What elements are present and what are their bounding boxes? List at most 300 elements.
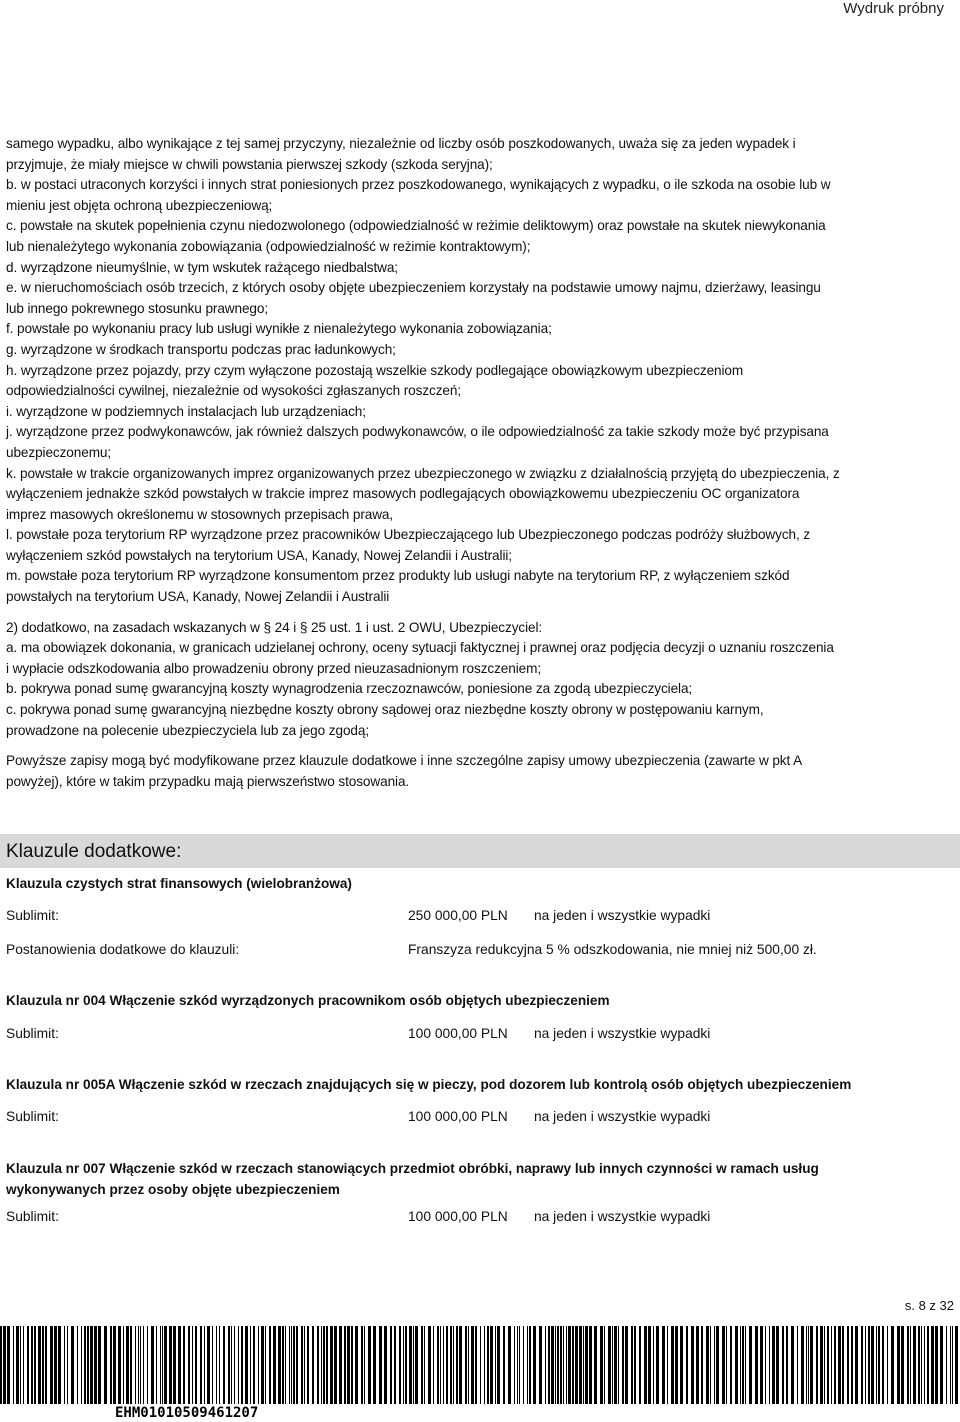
page-number: s. 8 z 32: [904, 1298, 954, 1313]
clause-title-continued: wykonywanych przez osoby objęte ubezpieczeniem: [6, 1182, 340, 1197]
clause-title: Klauzula czystych strat finansowych (wielobranżowa): [6, 876, 352, 891]
barcode-bar: [634, 1326, 636, 1404]
barcode-bar: [138, 1326, 139, 1404]
barcode-bar: [143, 1326, 144, 1404]
barcode-bar: [443, 1326, 444, 1404]
barcode-bar: [188, 1326, 190, 1404]
barcode-bar: [20, 1326, 21, 1404]
section-title: Klauzule dodatkowe:: [6, 841, 182, 862]
barcode-bar: [517, 1326, 518, 1404]
sublimit-amount: 100 000,00 PLN: [408, 1026, 508, 1041]
barcode-bar: [519, 1326, 520, 1404]
barcode-bar: [662, 1326, 665, 1404]
body-line: Powyższe zapisy mogą być modyfikowane przez klauzule dodatkowe i inne szczególne zapisy umowy ubezpieczenia (zawarte w pkt A: [6, 753, 803, 769]
body-line: i wypłacie odszkodowania albo prowadzeniu obrony przed nieuzasadnionym roszczeniem;: [6, 660, 541, 676]
barcode-bar: [234, 1326, 235, 1404]
body-line: f. powstałe po wykonaniu pracy lub usługi wynikłe z nienależytego wykonania zobowiązania;: [6, 321, 552, 337]
barcode-bar: [913, 1326, 916, 1404]
body-line: odpowiedzialności cywilnej, niezależnie od wysokości zgłaszanych roszczeń;: [6, 383, 462, 399]
barcode-bar: [639, 1326, 641, 1404]
barcode-bar: [355, 1326, 358, 1404]
body-line: powyżej), które w takim przypadku mają pierwszeństwo stosowania.: [6, 773, 410, 789]
barcode-bar: [339, 1326, 342, 1404]
body-line: h. wyrządzone przez pojazdy, przy czym wyłączone pozostają wszelkie szkody podlegające obowiązkowym ubezpieczeniom: [6, 362, 744, 378]
body-line: samego wypadku, albo wynikające z tej samej przyczyny, niezależnie od liczby osób poszkodowanych, uważa się za jeden wypadek i: [6, 136, 796, 151]
clause-title: Klauzula nr 005A Włączenie szkód w rzeczach znajdujących się w pieczy, pod dozorem lub kontrolą osób objętych ubezpieczeniem: [6, 1077, 852, 1092]
barcode-bar: [394, 1326, 396, 1404]
body-line: lub innego pokrewnego stosunku prawnego;: [6, 300, 269, 316]
barcode-bar: [924, 1326, 925, 1404]
barcode-bar: [118, 1326, 121, 1404]
barcode-bar: [871, 1326, 874, 1404]
body-line: m. powstałe poza terytorium RP wyrządzone konsumentom przez produkty lub usługi nabyte na terytorium RP, z wyłączeniem szkód: [6, 568, 790, 584]
barcode-bar: [876, 1326, 877, 1404]
barcode-bar: [84, 1326, 86, 1404]
barcode-bar: [437, 1326, 439, 1404]
barcode-bar: [361, 1326, 363, 1404]
barcode-bar: [216, 1326, 217, 1404]
barcode-bar: [98, 1326, 101, 1404]
barcode-bar: [907, 1326, 909, 1404]
barcode-bar: [13, 1326, 14, 1404]
barcode-bar: [786, 1326, 788, 1404]
barcode-bar: [827, 1326, 829, 1404]
barcode-bar: [151, 1326, 154, 1404]
barcode-bar: [675, 1326, 678, 1404]
barcode-bar: [269, 1326, 271, 1404]
barcode-bar: [865, 1326, 866, 1404]
barcode-bar: [583, 1326, 584, 1404]
print-watermark: Wydruk próbny: [843, 0, 944, 17]
barcode-bar: [23, 1326, 24, 1404]
barcode-bar: [379, 1326, 382, 1404]
barcode-bar: [278, 1326, 281, 1404]
barcode-bar: [446, 1326, 448, 1404]
sublimit-scope: na jeden i wszystkie wypadki: [534, 908, 711, 923]
barcode-number: EHM01010509461207: [115, 1405, 259, 1421]
barcode-bar: [600, 1326, 603, 1404]
barcode-bar: [740, 1326, 741, 1404]
barcode-bar: [42, 1326, 44, 1404]
barcode-bar: [147, 1326, 148, 1404]
barcode-bar: [304, 1326, 305, 1404]
barcode-bar: [484, 1326, 485, 1404]
barcode-bar: [403, 1326, 404, 1404]
barcode-bar: [307, 1326, 309, 1404]
extra-provisions-label: Postanowienia dodatkowe do klauzuli:: [6, 942, 240, 957]
barcode-bar: [126, 1326, 129, 1404]
barcode-bar: [465, 1326, 467, 1404]
body-line: 2) dodatkowo, na zasadach wskazanych w § 24 i § 25 ust. 1 i ust. 2 OWU, Ubezpieczyciel:: [6, 619, 543, 635]
barcode-bar: [878, 1326, 880, 1404]
barcode-bar: [207, 1326, 210, 1404]
barcode-bar: [282, 1326, 284, 1404]
barcode-bar: [820, 1326, 823, 1404]
paragraph-gap: [6, 608, 956, 618]
barcode-bar: [575, 1326, 578, 1404]
barcode-bar: [160, 1326, 161, 1404]
barcode-bar: [285, 1326, 286, 1404]
barcode-bar: [523, 1326, 524, 1404]
body-line: lub nienależytego wykonania zobowiązania (odpowiedzialność w reżimie kontraktowym);: [6, 238, 531, 254]
barcode-bar: [45, 1326, 47, 1404]
barcode-bar: [791, 1326, 794, 1404]
barcode-bar: [64, 1326, 65, 1404]
barcode-bar: [291, 1326, 292, 1404]
barcode-bar: [918, 1326, 920, 1404]
barcode-bar: [851, 1326, 853, 1404]
body-line: i. wyrządzone w podziemnych instalacjach lub urządzeniach;: [6, 403, 366, 419]
barcode-bar: [527, 1326, 528, 1404]
barcode-bar: [50, 1326, 53, 1404]
barcode-bar: [156, 1326, 157, 1404]
sublimit-amount: 100 000,00 PLN: [408, 1209, 508, 1224]
sublimit-label: Sublimit:: [6, 1026, 59, 1041]
barcode-bar: [861, 1326, 863, 1404]
barcode-bar: [169, 1326, 172, 1404]
barcode-bar: [503, 1326, 505, 1404]
barcode-bar: [421, 1326, 423, 1404]
barcode-bar: [838, 1326, 841, 1404]
barcode-bar: [887, 1326, 888, 1404]
barcode-bar: [468, 1326, 469, 1404]
barcode-bar: [935, 1326, 938, 1404]
barcode-bar: [173, 1326, 176, 1404]
barcode-bar: [261, 1326, 264, 1404]
barcode-bar: [566, 1326, 567, 1404]
barcode-bar: [782, 1326, 784, 1404]
barcode-bar: [390, 1326, 392, 1404]
barcode-bar: [714, 1326, 715, 1404]
barcode-bar: [321, 1326, 322, 1404]
barcode-bar: [831, 1326, 832, 1404]
body-line: ubezpieczonemu;: [6, 444, 112, 460]
barcode-bar: [842, 1326, 844, 1404]
barcode-bar: [656, 1326, 659, 1404]
barcode-bar: [330, 1326, 333, 1404]
barcode-bar: [424, 1326, 425, 1404]
barcode-bar: [192, 1326, 193, 1404]
barcode-bar: [625, 1326, 628, 1404]
sublimit-amount: 250 000,00 PLN: [408, 908, 508, 923]
barcode-bar: [551, 1326, 554, 1404]
body-line: prowadzone na polecenie ubezpieczyciela lub za jego zgodą;: [6, 722, 369, 738]
sublimit-label: Sublimit:: [6, 1109, 59, 1124]
barcode-bar: [164, 1326, 167, 1404]
barcode-bar: [490, 1326, 493, 1404]
barcode-bar: [686, 1326, 688, 1404]
barcode-bar: [238, 1326, 239, 1404]
barcode-bar: [38, 1326, 41, 1404]
barcode-bar: [760, 1326, 763, 1404]
barcode-bar: [701, 1326, 703, 1404]
barcode-bar: [0, 1326, 2, 1404]
barcode-bar: [608, 1326, 611, 1404]
barcode-bar: [604, 1326, 605, 1404]
barcode-bar: [539, 1326, 542, 1404]
barcode-bar: [409, 1326, 412, 1404]
barcode-bar: [560, 1326, 562, 1404]
barcode-bar: [428, 1326, 431, 1404]
barcode-bar: [34, 1326, 36, 1404]
barcode-bar: [568, 1326, 571, 1404]
barcode-bar: [27, 1326, 29, 1404]
barcode-bar: [135, 1326, 136, 1404]
barcode-bar: [910, 1326, 911, 1404]
barcode-bar: [622, 1326, 624, 1404]
barcode-bar: [901, 1326, 904, 1404]
barcode-bar: [557, 1326, 559, 1404]
body-line: wyłączeniem jednakże szkód powstałych w trakcie imprez masowych podlegających obowiązkowemu ubezpieczeniu OC organizatora: [6, 486, 800, 502]
barcode-bar: [200, 1326, 202, 1404]
barcode-bar: [806, 1326, 807, 1404]
body-line: e. w nieruchomościach osób trzecich, z których osoby objęte ubezpieczeniem korzystały na podstawie umowy najmu, dzierżawy, leasingu: [6, 280, 821, 296]
barcode-bar: [219, 1326, 220, 1404]
barcode-bar: [241, 1326, 243, 1404]
barcode-bar: [212, 1326, 213, 1404]
barcode-bar: [323, 1326, 325, 1404]
barcode-bar: [16, 1326, 19, 1404]
barcode-bar: [77, 1326, 78, 1404]
barcode-bar: [223, 1326, 225, 1404]
barcode-bar: [834, 1326, 836, 1404]
body-line: j. wyrządzone przez podwykonawców, jak również dalszych podwykonawców, o ile odpowiedzialność za takie szkody może być przypisana: [6, 424, 829, 440]
barcode-bar: [228, 1326, 230, 1404]
sublimit-label: Sublimit:: [6, 1209, 59, 1224]
barcode-bar: [921, 1326, 922, 1404]
barcode-bar: [495, 1326, 496, 1404]
barcode-bar: [667, 1326, 668, 1404]
barcode-bar: [745, 1326, 746, 1404]
barcode-bar: [289, 1326, 290, 1404]
barcode-bar: [706, 1326, 709, 1404]
barcode-bar: [514, 1326, 515, 1404]
barcode-bar: [81, 1326, 82, 1404]
barcode-bar: [453, 1326, 454, 1404]
section-header: [0, 834, 960, 868]
extra-provisions-value: Franszyza redukcyjna 5 % odszkodowania, nie mniej niż 500,00 zł.: [408, 942, 817, 957]
barcode-bar: [351, 1326, 353, 1404]
sublimit-amount: 100 000,00 PLN: [408, 1109, 508, 1124]
barcode-bar: [258, 1326, 259, 1404]
barcode-bar: [487, 1326, 489, 1404]
barcode-bar: [631, 1326, 633, 1404]
barcode-bar: [413, 1326, 414, 1404]
barcode-bar: [265, 1326, 266, 1404]
barcode-bar: [334, 1326, 337, 1404]
barcode-bar: [594, 1326, 597, 1404]
body-line: b. w postaci utraconych korzyści i innych strat poniesionych przez poszkodowanego, wynikających z wypadku, o ile szkoda na osobie lub w: [6, 177, 831, 193]
barcode-bar: [940, 1326, 943, 1404]
barcode-bar: [140, 1326, 141, 1404]
barcode-bar: [730, 1326, 732, 1404]
body-line: k. powstałe w trakcie organizowanych imprez organizowanych przez ubezpieczonego w związku z działalnością przyjętą do ubezpieczenia, z: [6, 465, 840, 481]
barcode-bar: [710, 1326, 711, 1404]
barcode-bar: [130, 1326, 132, 1404]
barcode-bar: [735, 1326, 738, 1404]
body-line: d. wyrządzone nieumyślnie, w tym wskutek rażącego niedbalstwa;: [6, 259, 398, 275]
barcode-bar: [722, 1326, 725, 1404]
barcode-bar: [245, 1326, 248, 1404]
body-line: imprez masowych określonemu w stosownych przepisach prawa,: [6, 506, 394, 522]
barcode-bar: [253, 1326, 255, 1404]
barcode-bar: [94, 1326, 97, 1404]
sublimit-value: [408, 1208, 710, 1226]
barcode-bar: [868, 1326, 870, 1404]
body-line: wyłączeniem szkód powstałych na terytorium USA, Kanady, Nowej Zelandii i Australii;: [6, 547, 512, 563]
barcode-bar: [415, 1326, 418, 1404]
barcode-bar: [555, 1326, 556, 1404]
barcode-bar: [529, 1326, 531, 1404]
barcode-bar: [104, 1326, 107, 1404]
body-line: g. wyrządzone w środkach transportu podczas prac ładunkowych;: [6, 341, 396, 357]
barcode-bar: [585, 1326, 588, 1404]
barcode-bar: [480, 1326, 481, 1404]
body-line: b. pokrywa ponad sumę gwarancyjną koszty wynagrodzenia rzeczoznawców, poniesione za zgodą ubezpieczyciela;: [6, 681, 693, 697]
barcode-bar: [952, 1326, 953, 1404]
barcode-bar: [450, 1326, 452, 1404]
sublimit-scope: na jeden i wszystkie wypadki: [534, 1109, 711, 1124]
barcode-bar: [293, 1326, 295, 1404]
body-line: c. pokrywa ponad sumę gwarancyjną niezbędne koszty obrony sądowej oraz niezbędne koszty obrony w postępowaniu karnym,: [6, 702, 764, 718]
barcode-bar: [855, 1326, 858, 1404]
barcode-bar: [113, 1326, 116, 1404]
barcode-bar: [326, 1326, 328, 1404]
barcode-bar: [696, 1326, 699, 1404]
barcode-bar: [671, 1326, 674, 1404]
barcode-bar: [614, 1326, 617, 1404]
barcode-bar: [90, 1326, 93, 1404]
body-line: l. powstałe poza terytorium RP wyrządzone przez pracowników Ubezpieczającego lub Ubezpieczonego podczas podróży służbowych, z: [6, 527, 811, 543]
sublimit-scope: na jeden i wszystkie wypadki: [534, 1026, 711, 1041]
barcode-bar: [399, 1326, 401, 1404]
barcode-bar: [755, 1326, 758, 1404]
body-line: a. ma obowiązek dokonania, w granicach udzielanej ochrony, oceny sytuacji faktycznej i prawnej oraz podjęcia decyzji o uznaniu roszczenia: [6, 640, 834, 656]
barcode-bar: [808, 1326, 809, 1404]
barcode-bar: [508, 1326, 511, 1404]
barcode-bar: [7, 1326, 10, 1404]
barcode-bar: [891, 1326, 894, 1404]
body-line: powstałych na terytorium USA, Kanady, Nowej Zelandii i Australii: [6, 589, 390, 605]
sublimit-label: Sublimit:: [6, 908, 59, 923]
barcode-bar: [776, 1326, 779, 1404]
barcode-bar: [471, 1326, 474, 1404]
barcode-bar: [3, 1326, 6, 1404]
barcode-bar: [364, 1326, 365, 1404]
barcode-bar: [847, 1326, 849, 1404]
barcode-bar: [533, 1326, 536, 1404]
barcode-bar: [58, 1326, 61, 1404]
sublimit-scope: na jeden i wszystkie wypadki: [534, 1209, 711, 1224]
barcode-bar: [742, 1326, 744, 1404]
policy-body-text: [6, 134, 956, 792]
barcode-bar: [204, 1326, 205, 1404]
barcode-bar: [618, 1326, 619, 1404]
barcode-bar: [347, 1326, 350, 1404]
barcode-bar: [579, 1326, 582, 1404]
barcode-bar: [882, 1326, 884, 1404]
barcode-bar: [801, 1326, 804, 1404]
barcode-bar: [71, 1326, 74, 1404]
barcode-bar: [772, 1326, 775, 1404]
barcode-bar: [475, 1326, 477, 1404]
barcode-bar: [459, 1326, 462, 1404]
barcode-bar: [296, 1326, 298, 1404]
barcode-bar: [950, 1326, 951, 1404]
barcode-bar: [548, 1326, 550, 1404]
barcode-bar: [824, 1326, 825, 1404]
barcode-bar: [927, 1326, 929, 1404]
barcode-bar: [946, 1326, 947, 1404]
barcode-bar: [250, 1326, 251, 1404]
barcode-bar: [317, 1326, 319, 1404]
barcode: [0, 1326, 960, 1404]
barcode-bar: [440, 1326, 441, 1404]
barcode-bar: [644, 1326, 647, 1404]
barcode-bar: [54, 1326, 57, 1404]
barcode-bar: [433, 1326, 434, 1404]
barcode-bar: [726, 1326, 727, 1404]
barcode-bar: [765, 1326, 766, 1404]
barcode-bar: [589, 1326, 592, 1404]
barcode-bar: [405, 1326, 407, 1404]
barcode-bar: [749, 1326, 752, 1404]
barcode-bar: [67, 1326, 68, 1404]
barcode-bar: [931, 1326, 934, 1404]
barcode-bar: [769, 1326, 770, 1404]
barcode-bar: [162, 1326, 163, 1404]
barcode-bar: [344, 1326, 346, 1404]
barcode-bar: [110, 1326, 112, 1404]
barcode-bar: [195, 1326, 197, 1404]
barcode-bar: [384, 1326, 387, 1404]
body-line: mieniu jest objęta ochroną ubezpieczeniową;: [6, 197, 273, 213]
sublimit-value: [408, 1108, 710, 1126]
barcode-bar: [368, 1326, 371, 1404]
barcode-bar: [572, 1326, 574, 1404]
barcode-bar: [456, 1326, 458, 1404]
barcode-bar: [312, 1326, 314, 1404]
barcode-bar: [810, 1326, 813, 1404]
barcode-bar: [897, 1326, 900, 1404]
body-line: przyjmuje, że miały miejsce w chwili powstania pierwszej szkody (szkoda seryjna);: [6, 156, 493, 172]
barcode-bar: [123, 1326, 124, 1404]
clause-title: Klauzula nr 007 Włączenie szkód w rzeczach stanowiących przedmiot obróbki, naprawy lub innych czynności w ramach usług: [6, 1161, 819, 1176]
barcode-bar: [301, 1326, 303, 1404]
barcode-bar: [31, 1326, 33, 1404]
paragraph-gap: [6, 741, 956, 751]
barcode-bar: [680, 1326, 683, 1404]
sublimit-value: [408, 1025, 710, 1043]
body-line: c. powstałe na skutek popełnienia czynu niedozwolonego (odpowiedzialność w reżimie deliktowym) oraz powstałe na skutek niewykonania: [6, 218, 826, 234]
barcode-bar: [87, 1326, 89, 1404]
barcode-bar: [612, 1326, 613, 1404]
barcode-bar: [653, 1326, 654, 1404]
barcode-bar: [563, 1326, 564, 1404]
barcode-bar: [497, 1326, 500, 1404]
barcode-bar: [648, 1326, 651, 1404]
barcode-bar: [797, 1326, 798, 1404]
barcode-bar: [178, 1326, 181, 1404]
sublimit-value: [408, 907, 710, 925]
barcode-bar: [691, 1326, 694, 1404]
barcode-bar: [716, 1326, 719, 1404]
barcode-bar: [816, 1326, 818, 1404]
barcode-bar: [273, 1326, 276, 1404]
barcode-bar: [183, 1326, 185, 1404]
barcode-bar: [373, 1326, 376, 1404]
clause-title: Klauzula nr 004 Włączenie szkód wyrządzonych pracownikom osób objętych ubezpieczeniem: [6, 993, 610, 1008]
